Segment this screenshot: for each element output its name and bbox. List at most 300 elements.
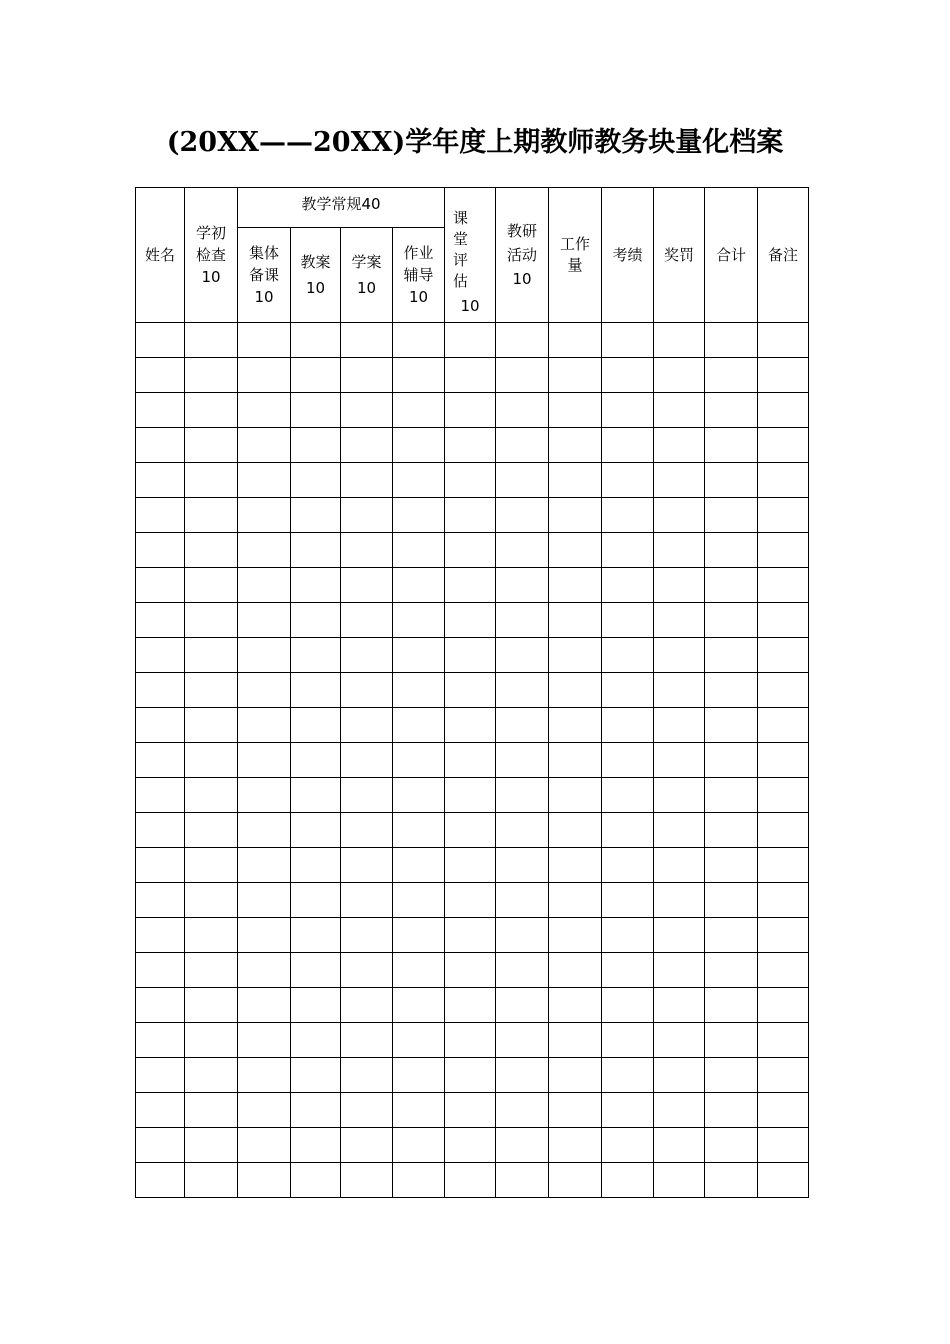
- table-cell[interactable]: [549, 988, 602, 1023]
- table-cell[interactable]: [136, 1058, 185, 1093]
- table-cell[interactable]: [291, 1058, 341, 1093]
- table-cell[interactable]: [185, 953, 238, 988]
- table-cell[interactable]: [496, 1058, 549, 1093]
- table-cell[interactable]: [445, 778, 496, 813]
- table-cell[interactable]: [136, 918, 185, 953]
- table-cell[interactable]: [445, 393, 496, 428]
- table-cell[interactable]: [758, 323, 809, 358]
- table-cell[interactable]: [185, 498, 238, 533]
- table-cell[interactable]: [705, 358, 758, 393]
- table-cell[interactable]: [238, 393, 291, 428]
- table-cell[interactable]: [496, 1163, 549, 1198]
- table-cell[interactable]: [136, 708, 185, 743]
- table-cell[interactable]: [496, 498, 549, 533]
- table-cell[interactable]: [758, 638, 809, 673]
- table-cell[interactable]: [238, 358, 291, 393]
- table-cell[interactable]: [549, 883, 602, 918]
- table-cell[interactable]: [602, 358, 654, 393]
- table-cell[interactable]: [291, 1093, 341, 1128]
- table-cell[interactable]: [758, 953, 809, 988]
- table-cell[interactable]: [291, 603, 341, 638]
- table-cell[interactable]: [185, 1163, 238, 1198]
- table-cell[interactable]: [549, 743, 602, 778]
- table-cell[interactable]: [496, 953, 549, 988]
- table-cell[interactable]: [654, 568, 705, 603]
- table-cell[interactable]: [496, 358, 549, 393]
- table-cell[interactable]: [758, 1128, 809, 1163]
- table-cell[interactable]: [341, 1058, 393, 1093]
- table-cell[interactable]: [758, 393, 809, 428]
- table-cell[interactable]: [393, 673, 445, 708]
- table-cell[interactable]: [291, 533, 341, 568]
- table-cell[interactable]: [654, 428, 705, 463]
- table-cell[interactable]: [238, 988, 291, 1023]
- table-cell[interactable]: [654, 533, 705, 568]
- table-cell[interactable]: [393, 1058, 445, 1093]
- table-cell[interactable]: [136, 1163, 185, 1198]
- table-cell[interactable]: [341, 743, 393, 778]
- table-cell[interactable]: [393, 918, 445, 953]
- table-cell[interactable]: [341, 533, 393, 568]
- table-cell[interactable]: [496, 883, 549, 918]
- table-cell[interactable]: [549, 533, 602, 568]
- table-cell[interactable]: [602, 498, 654, 533]
- table-cell[interactable]: [496, 533, 549, 568]
- table-cell[interactable]: [705, 1093, 758, 1128]
- table-cell[interactable]: [341, 323, 393, 358]
- table-cell[interactable]: [654, 323, 705, 358]
- table-cell[interactable]: [705, 1058, 758, 1093]
- table-cell[interactable]: [291, 673, 341, 708]
- table-cell[interactable]: [496, 848, 549, 883]
- table-cell[interactable]: [758, 883, 809, 918]
- table-cell[interactable]: [185, 568, 238, 603]
- table-cell[interactable]: [705, 638, 758, 673]
- table-cell[interactable]: [185, 1128, 238, 1163]
- table-cell[interactable]: [654, 918, 705, 953]
- table-cell[interactable]: [705, 463, 758, 498]
- table-cell[interactable]: [445, 498, 496, 533]
- table-cell[interactable]: [549, 813, 602, 848]
- table-cell[interactable]: [445, 708, 496, 743]
- table-cell[interactable]: [341, 603, 393, 638]
- table-cell[interactable]: [185, 883, 238, 918]
- table-cell[interactable]: [549, 393, 602, 428]
- table-cell[interactable]: [445, 358, 496, 393]
- table-cell[interactable]: [291, 708, 341, 743]
- table-cell[interactable]: [445, 603, 496, 638]
- table-cell[interactable]: [758, 603, 809, 638]
- table-cell[interactable]: [238, 1058, 291, 1093]
- table-cell[interactable]: [705, 393, 758, 428]
- table-cell[interactable]: [496, 638, 549, 673]
- table-cell[interactable]: [291, 813, 341, 848]
- table-cell[interactable]: [136, 953, 185, 988]
- table-cell[interactable]: [549, 1058, 602, 1093]
- table-cell[interactable]: [705, 673, 758, 708]
- table-cell[interactable]: [445, 533, 496, 568]
- table-cell[interactable]: [445, 1023, 496, 1058]
- table-cell[interactable]: [758, 1093, 809, 1128]
- table-cell[interactable]: [136, 1093, 185, 1128]
- table-cell[interactable]: [393, 883, 445, 918]
- table-cell[interactable]: [549, 1093, 602, 1128]
- table-cell[interactable]: [758, 743, 809, 778]
- table-cell[interactable]: [185, 1093, 238, 1128]
- table-cell[interactable]: [445, 953, 496, 988]
- table-cell[interactable]: [393, 778, 445, 813]
- table-cell[interactable]: [602, 1163, 654, 1198]
- table-cell[interactable]: [602, 883, 654, 918]
- table-cell[interactable]: [341, 813, 393, 848]
- table-cell[interactable]: [549, 918, 602, 953]
- table-cell[interactable]: [291, 883, 341, 918]
- table-cell[interactable]: [136, 393, 185, 428]
- table-cell[interactable]: [341, 708, 393, 743]
- table-cell[interactable]: [496, 778, 549, 813]
- table-cell[interactable]: [238, 428, 291, 463]
- table-cell[interactable]: [602, 813, 654, 848]
- table-cell[interactable]: [758, 568, 809, 603]
- table-cell[interactable]: [136, 533, 185, 568]
- table-cell[interactable]: [602, 1058, 654, 1093]
- table-cell[interactable]: [654, 1023, 705, 1058]
- table-cell[interactable]: [549, 848, 602, 883]
- table-cell[interactable]: [602, 673, 654, 708]
- table-cell[interactable]: [393, 813, 445, 848]
- table-cell[interactable]: [496, 463, 549, 498]
- table-cell[interactable]: [549, 1163, 602, 1198]
- table-cell[interactable]: [291, 498, 341, 533]
- table-cell[interactable]: [445, 813, 496, 848]
- table-cell[interactable]: [654, 1163, 705, 1198]
- table-cell[interactable]: [758, 498, 809, 533]
- table-cell[interactable]: [136, 323, 185, 358]
- table-cell[interactable]: [393, 603, 445, 638]
- table-cell[interactable]: [705, 813, 758, 848]
- table-cell[interactable]: [341, 1023, 393, 1058]
- table-cell[interactable]: [136, 638, 185, 673]
- table-cell[interactable]: [291, 1128, 341, 1163]
- table-cell[interactable]: [238, 953, 291, 988]
- table-cell[interactable]: [238, 848, 291, 883]
- table-cell[interactable]: [654, 603, 705, 638]
- table-cell[interactable]: [341, 638, 393, 673]
- table-cell[interactable]: [185, 323, 238, 358]
- table-cell[interactable]: [705, 988, 758, 1023]
- table-cell[interactable]: [445, 988, 496, 1023]
- table-cell[interactable]: [445, 568, 496, 603]
- table-cell[interactable]: [496, 813, 549, 848]
- table-cell[interactable]: [496, 988, 549, 1023]
- table-cell[interactable]: [136, 498, 185, 533]
- table-cell[interactable]: [238, 638, 291, 673]
- table-cell[interactable]: [185, 1058, 238, 1093]
- table-cell[interactable]: [705, 848, 758, 883]
- table-cell[interactable]: [393, 568, 445, 603]
- table-cell[interactable]: [341, 463, 393, 498]
- table-cell[interactable]: [758, 358, 809, 393]
- table-cell[interactable]: [549, 673, 602, 708]
- table-cell[interactable]: [341, 778, 393, 813]
- table-cell[interactable]: [758, 1163, 809, 1198]
- table-cell[interactable]: [549, 708, 602, 743]
- table-cell[interactable]: [654, 708, 705, 743]
- table-cell[interactable]: [185, 428, 238, 463]
- table-cell[interactable]: [238, 1093, 291, 1128]
- table-cell[interactable]: [393, 743, 445, 778]
- table-cell[interactable]: [136, 1023, 185, 1058]
- table-cell[interactable]: [291, 358, 341, 393]
- table-cell[interactable]: [341, 568, 393, 603]
- table-cell[interactable]: [393, 323, 445, 358]
- table-cell[interactable]: [136, 1128, 185, 1163]
- table-cell[interactable]: [602, 1093, 654, 1128]
- table-cell[interactable]: [238, 603, 291, 638]
- table-cell[interactable]: [654, 1128, 705, 1163]
- table-cell[interactable]: [654, 638, 705, 673]
- table-cell[interactable]: [185, 1023, 238, 1058]
- table-cell[interactable]: [341, 883, 393, 918]
- table-cell[interactable]: [654, 673, 705, 708]
- table-cell[interactable]: [393, 1128, 445, 1163]
- table-cell[interactable]: [602, 323, 654, 358]
- table-cell[interactable]: [496, 1128, 549, 1163]
- table-cell[interactable]: [393, 393, 445, 428]
- table-cell[interactable]: [185, 918, 238, 953]
- table-cell[interactable]: [602, 953, 654, 988]
- table-cell[interactable]: [758, 708, 809, 743]
- table-cell[interactable]: [445, 1058, 496, 1093]
- table-cell[interactable]: [496, 393, 549, 428]
- table-cell[interactable]: [238, 498, 291, 533]
- table-cell[interactable]: [705, 953, 758, 988]
- table-cell[interactable]: [238, 708, 291, 743]
- table-cell[interactable]: [393, 498, 445, 533]
- table-cell[interactable]: [445, 428, 496, 463]
- table-cell[interactable]: [341, 848, 393, 883]
- table-cell[interactable]: [705, 1128, 758, 1163]
- table-cell[interactable]: [705, 603, 758, 638]
- table-cell[interactable]: [393, 638, 445, 673]
- table-cell[interactable]: [238, 1023, 291, 1058]
- table-cell[interactable]: [136, 883, 185, 918]
- table-cell[interactable]: [705, 1023, 758, 1058]
- table-cell[interactable]: [549, 358, 602, 393]
- table-cell[interactable]: [602, 428, 654, 463]
- table-cell[interactable]: [238, 568, 291, 603]
- table-cell[interactable]: [758, 533, 809, 568]
- table-cell[interactable]: [705, 323, 758, 358]
- table-cell[interactable]: [705, 918, 758, 953]
- table-cell[interactable]: [654, 498, 705, 533]
- table-cell[interactable]: [136, 813, 185, 848]
- table-cell[interactable]: [136, 428, 185, 463]
- table-cell[interactable]: [654, 1093, 705, 1128]
- table-cell[interactable]: [291, 638, 341, 673]
- table-cell[interactable]: [393, 953, 445, 988]
- table-cell[interactable]: [238, 918, 291, 953]
- table-cell[interactable]: [496, 708, 549, 743]
- table-cell[interactable]: [549, 778, 602, 813]
- table-cell[interactable]: [445, 743, 496, 778]
- table-cell[interactable]: [445, 463, 496, 498]
- table-cell[interactable]: [654, 848, 705, 883]
- table-cell[interactable]: [393, 533, 445, 568]
- table-cell[interactable]: [185, 393, 238, 428]
- table-cell[interactable]: [445, 848, 496, 883]
- table-cell[interactable]: [291, 428, 341, 463]
- table-cell[interactable]: [291, 463, 341, 498]
- table-cell[interactable]: [185, 603, 238, 638]
- table-cell[interactable]: [549, 953, 602, 988]
- table-cell[interactable]: [445, 918, 496, 953]
- table-cell[interactable]: [654, 953, 705, 988]
- table-cell[interactable]: [185, 778, 238, 813]
- table-cell[interactable]: [393, 708, 445, 743]
- table-cell[interactable]: [705, 778, 758, 813]
- table-cell[interactable]: [291, 778, 341, 813]
- table-cell[interactable]: [136, 778, 185, 813]
- table-cell[interactable]: [496, 743, 549, 778]
- table-cell[interactable]: [758, 673, 809, 708]
- table-cell[interactable]: [602, 533, 654, 568]
- table-cell[interactable]: [341, 1093, 393, 1128]
- table-cell[interactable]: [654, 743, 705, 778]
- table-cell[interactable]: [549, 638, 602, 673]
- table-cell[interactable]: [758, 848, 809, 883]
- table-cell[interactable]: [393, 1093, 445, 1128]
- table-cell[interactable]: [341, 428, 393, 463]
- table-cell[interactable]: [393, 848, 445, 883]
- table-cell[interactable]: [496, 428, 549, 463]
- table-cell[interactable]: [291, 323, 341, 358]
- table-cell[interactable]: [341, 1128, 393, 1163]
- table-cell[interactable]: [136, 568, 185, 603]
- table-cell[interactable]: [705, 883, 758, 918]
- table-cell[interactable]: [496, 673, 549, 708]
- table-cell[interactable]: [291, 848, 341, 883]
- table-cell[interactable]: [136, 603, 185, 638]
- table-cell[interactable]: [602, 848, 654, 883]
- table-cell[interactable]: [445, 1163, 496, 1198]
- table-cell[interactable]: [705, 743, 758, 778]
- table-cell[interactable]: [705, 428, 758, 463]
- table-cell[interactable]: [393, 1023, 445, 1058]
- table-cell[interactable]: [445, 638, 496, 673]
- table-cell[interactable]: [341, 918, 393, 953]
- table-cell[interactable]: [185, 988, 238, 1023]
- table-cell[interactable]: [758, 988, 809, 1023]
- table-cell[interactable]: [238, 1128, 291, 1163]
- table-cell[interactable]: [705, 1163, 758, 1198]
- table-cell[interactable]: [445, 1093, 496, 1128]
- table-cell[interactable]: [185, 638, 238, 673]
- table-cell[interactable]: [654, 813, 705, 848]
- table-cell[interactable]: [136, 463, 185, 498]
- table-cell[interactable]: [758, 813, 809, 848]
- table-cell[interactable]: [654, 778, 705, 813]
- table-cell[interactable]: [496, 603, 549, 638]
- table-cell[interactable]: [654, 393, 705, 428]
- table-cell[interactable]: [549, 498, 602, 533]
- table-cell[interactable]: [496, 918, 549, 953]
- table-cell[interactable]: [602, 393, 654, 428]
- table-cell[interactable]: [341, 1163, 393, 1198]
- table-cell[interactable]: [393, 988, 445, 1023]
- table-cell[interactable]: [654, 988, 705, 1023]
- table-cell[interactable]: [136, 673, 185, 708]
- table-cell[interactable]: [185, 743, 238, 778]
- table-cell[interactable]: [549, 323, 602, 358]
- table-cell[interactable]: [549, 463, 602, 498]
- table-cell[interactable]: [341, 988, 393, 1023]
- table-cell[interactable]: [341, 393, 393, 428]
- table-cell[interactable]: [549, 1128, 602, 1163]
- table-cell[interactable]: [549, 1023, 602, 1058]
- table-cell[interactable]: [445, 673, 496, 708]
- table-cell[interactable]: [185, 813, 238, 848]
- table-cell[interactable]: [654, 1058, 705, 1093]
- table-cell[interactable]: [291, 1163, 341, 1198]
- table-cell[interactable]: [549, 428, 602, 463]
- table-cell[interactable]: [602, 918, 654, 953]
- table-cell[interactable]: [496, 323, 549, 358]
- table-cell[interactable]: [136, 743, 185, 778]
- table-cell[interactable]: [291, 393, 341, 428]
- table-cell[interactable]: [291, 918, 341, 953]
- table-cell[interactable]: [758, 1023, 809, 1058]
- table-cell[interactable]: [705, 533, 758, 568]
- table-cell[interactable]: [654, 883, 705, 918]
- table-cell[interactable]: [291, 953, 341, 988]
- table-cell[interactable]: [291, 1023, 341, 1058]
- table-cell[interactable]: [602, 568, 654, 603]
- table-cell[interactable]: [705, 708, 758, 743]
- table-cell[interactable]: [496, 1093, 549, 1128]
- table-cell[interactable]: [549, 568, 602, 603]
- table-cell[interactable]: [445, 323, 496, 358]
- table-cell[interactable]: [291, 988, 341, 1023]
- table-cell[interactable]: [549, 603, 602, 638]
- table-cell[interactable]: [705, 568, 758, 603]
- table-cell[interactable]: [496, 1023, 549, 1058]
- table-cell[interactable]: [238, 778, 291, 813]
- table-cell[interactable]: [238, 813, 291, 848]
- table-cell[interactable]: [602, 463, 654, 498]
- table-cell[interactable]: [136, 358, 185, 393]
- table-cell[interactable]: [185, 358, 238, 393]
- table-cell[interactable]: [758, 463, 809, 498]
- table-cell[interactable]: [341, 673, 393, 708]
- table-cell[interactable]: [185, 533, 238, 568]
- table-cell[interactable]: [602, 778, 654, 813]
- table-cell[interactable]: [602, 1023, 654, 1058]
- table-cell[interactable]: [185, 463, 238, 498]
- table-cell[interactable]: [291, 568, 341, 603]
- table-cell[interactable]: [238, 743, 291, 778]
- table-cell[interactable]: [445, 1128, 496, 1163]
- table-cell[interactable]: [654, 463, 705, 498]
- table-cell[interactable]: [602, 638, 654, 673]
- table-cell[interactable]: [602, 743, 654, 778]
- table-cell[interactable]: [758, 918, 809, 953]
- table-cell[interactable]: [654, 358, 705, 393]
- table-cell[interactable]: [238, 463, 291, 498]
- table-cell[interactable]: [496, 568, 549, 603]
- table-cell[interactable]: [602, 603, 654, 638]
- table-cell[interactable]: [393, 358, 445, 393]
